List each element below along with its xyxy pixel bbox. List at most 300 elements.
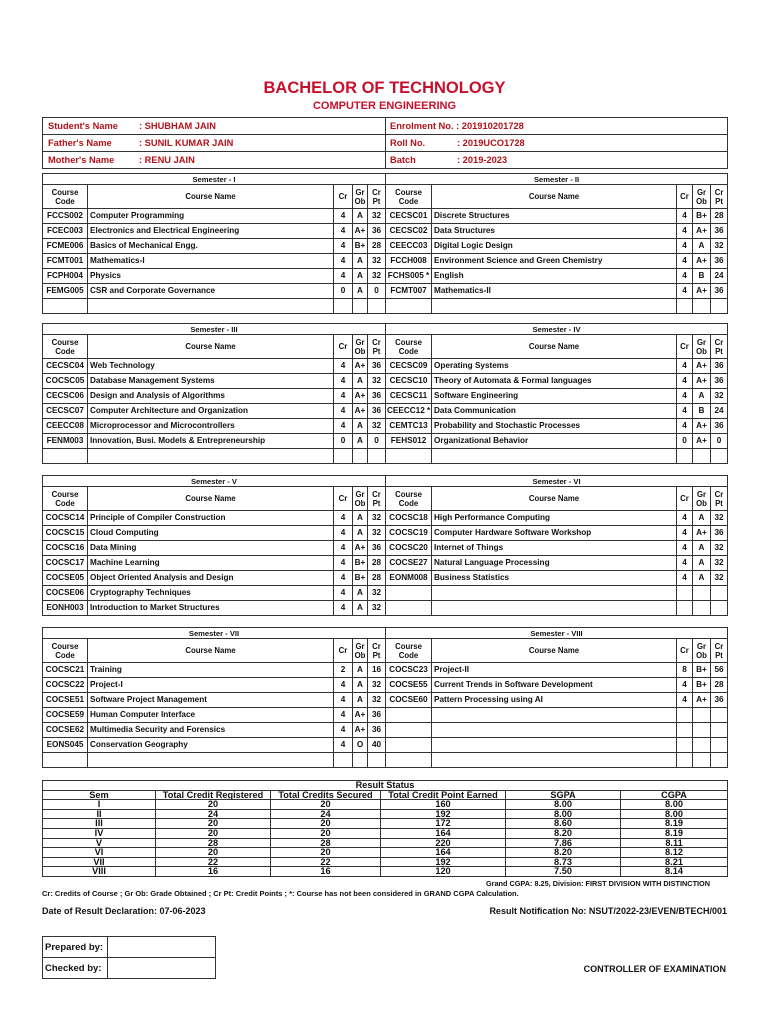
roll-number-cell: [386, 135, 728, 152]
credits-cell: 4: [334, 389, 353, 404]
column-header-pt: Cr Pt: [711, 487, 728, 511]
course-row: [43, 209, 728, 224]
column-header-cr: Cr: [334, 185, 353, 209]
result-row: [43, 828, 728, 838]
credits-cell: 4: [334, 693, 353, 708]
course-row: [43, 541, 728, 556]
info-row: [43, 135, 728, 152]
course-row: [43, 556, 728, 571]
result-column-header: Sem: [43, 790, 156, 800]
course-name-cell: Environment Science and Green Chemistry: [432, 254, 677, 269]
credits-cell: 4: [334, 678, 353, 693]
result-title-row: [43, 781, 728, 791]
credit-points-cell: 32: [711, 541, 728, 556]
semester-title: Semester - VIII: [386, 628, 728, 639]
credit-points-cell: 28: [711, 209, 728, 224]
course-row: [43, 254, 728, 269]
credit-points-cell: 32: [368, 419, 386, 434]
degree-title: BACHELOR OF TECHNOLOGY: [263, 79, 506, 97]
course-name-cell: Software Engineering: [432, 389, 677, 404]
student-name-label: Student's Name: [48, 121, 118, 131]
column-header-code: Course Code: [43, 639, 88, 663]
column-header-code: Course Code: [43, 185, 88, 209]
course-code-cell: [43, 449, 88, 464]
course-name-cell: [432, 601, 677, 616]
result-notification-number: Result Notification No: NSUT/2022-23/EVEN/BTECH/001: [489, 906, 727, 916]
grade-cell: A+: [353, 541, 368, 556]
credits-secured-cell: 20: [271, 828, 381, 838]
mother-name-cell: [43, 152, 386, 169]
course-code-cell: [43, 753, 88, 768]
grade-cell: B+: [693, 663, 711, 678]
batch-label: Batch: [390, 155, 416, 165]
course-name-cell: Basics of Mechanical Engg.: [88, 239, 334, 254]
column-header-cr: Cr: [334, 639, 353, 663]
grade-cell: [353, 753, 368, 768]
course-row: [43, 678, 728, 693]
info-row: [43, 152, 728, 169]
course-name-cell: High Performance Computing: [432, 511, 677, 526]
course-name-cell: [432, 738, 677, 753]
semester-table-body: [43, 209, 728, 314]
credits-cell: 4: [677, 526, 693, 541]
credit-points-cell: 24: [711, 269, 728, 284]
course-code-cell: [43, 299, 88, 314]
grade-cell: A: [693, 511, 711, 526]
grade-cell: O: [353, 738, 368, 753]
course-code-cell: CECSC06: [43, 389, 88, 404]
course-name-cell: [88, 299, 334, 314]
course-code-cell: COCSC18: [386, 511, 432, 526]
credits-secured-cell: 24: [271, 809, 381, 819]
sgpa-cell: 7.50: [506, 867, 621, 877]
sgpa-cell: 8.00: [506, 809, 621, 819]
credits-secured-cell: 20: [271, 848, 381, 858]
credit-points-earned-cell: 164: [381, 848, 506, 858]
cgpa-cell: 8.00: [621, 809, 728, 819]
column-header-gr: Gr Ob: [693, 185, 711, 209]
credit-points-cell: 32: [711, 556, 728, 571]
column-header-name: Course Name: [432, 639, 677, 663]
controller-of-examination: CONTROLLER OF EXAMINATION: [583, 964, 726, 974]
credit-points-cell: 36: [711, 693, 728, 708]
credits-cell: [677, 586, 693, 601]
semester-title-row: [43, 174, 728, 185]
credit-points-cell: 28: [711, 678, 728, 693]
course-name-cell: Human Computer Interface: [88, 708, 334, 723]
column-header-row: [43, 335, 728, 359]
grade-cell: A: [353, 601, 368, 616]
course-code-cell: COCSC17: [43, 556, 88, 571]
course-code-cell: [386, 738, 432, 753]
credits-cell: 4: [334, 708, 353, 723]
credits-registered-cell: 22: [156, 857, 271, 867]
grade-cell: [353, 449, 368, 464]
course-code-cell: COCSE27: [386, 556, 432, 571]
credit-points-cell: 36: [711, 284, 728, 299]
credits-cell: 0: [334, 284, 353, 299]
column-header-name: Course Name: [432, 335, 677, 359]
semester-cell: V: [43, 838, 156, 848]
result-status-table: [42, 780, 728, 877]
credits-cell: 4: [677, 511, 693, 526]
grade-cell: B+: [693, 678, 711, 693]
result-row: [43, 819, 728, 829]
credits-cell: 8: [677, 663, 693, 678]
column-header-gr: Gr Ob: [353, 335, 368, 359]
semester-title: Semester - II: [386, 174, 728, 185]
course-name-cell: Principle of Compiler Construction: [88, 511, 334, 526]
cgpa-cell: 8.19: [621, 828, 728, 838]
father-name-cell: [43, 135, 386, 152]
credits-secured-cell: 20: [271, 819, 381, 829]
grade-cell: A: [693, 389, 711, 404]
course-name-cell: [432, 753, 677, 768]
credits-cell: 4: [677, 419, 693, 434]
course-name-cell: English: [432, 269, 677, 284]
course-row: [43, 601, 728, 616]
roll-number-label: Roll No.: [390, 138, 426, 148]
semester-table-head: [43, 476, 728, 511]
course-name-cell: Current Trends in Software Development: [432, 678, 677, 693]
credits-secured-cell: 20: [271, 800, 381, 810]
credits-registered-cell: 28: [156, 838, 271, 848]
credit-points-cell: 56: [711, 663, 728, 678]
credit-points-cell: 16: [368, 663, 386, 678]
result-declaration-date: Date of Result Declaration: 07-06-2023: [42, 906, 206, 916]
course-name-cell: CSR and Corporate Governance: [88, 284, 334, 299]
credits-cell: 4: [677, 284, 693, 299]
credit-points-cell: [711, 723, 728, 738]
credit-points-cell: 32: [368, 374, 386, 389]
credit-points-cell: 32: [368, 209, 386, 224]
grade-cell: A: [353, 663, 368, 678]
credit-points-cell: 32: [368, 511, 386, 526]
course-row: [43, 511, 728, 526]
course-code-cell: CECSC01: [386, 209, 432, 224]
course-name-cell: Cloud Computing: [88, 526, 334, 541]
column-header-code: Course Code: [386, 185, 432, 209]
grade-cell: A+: [693, 374, 711, 389]
semester-table-head: [43, 628, 728, 663]
credits-cell: 4: [334, 556, 353, 571]
credits-cell: 0: [334, 434, 353, 449]
credits-cell: 4: [677, 239, 693, 254]
credits-cell: 4: [677, 678, 693, 693]
semester-title: Semester - IV: [386, 324, 728, 335]
credit-points-earned-cell: 160: [381, 800, 506, 810]
course-code-cell: CEECC12 *: [386, 404, 432, 419]
semester-table-5-6: [42, 475, 728, 616]
result-row: [43, 838, 728, 848]
credit-points-cell: [711, 708, 728, 723]
credits-cell: [677, 601, 693, 616]
course-code-cell: COCSC05: [43, 374, 88, 389]
course-name-cell: Web Technology: [88, 359, 334, 374]
column-header-pt: Cr Pt: [711, 185, 728, 209]
info-body: [43, 118, 728, 169]
enrolment-value: : 201910201728: [453, 121, 524, 131]
grade-cell: A+: [353, 389, 368, 404]
column-header-cr: Cr: [334, 487, 353, 511]
course-name-cell: Probability and Stochastic Processes: [432, 419, 677, 434]
course-row: [43, 663, 728, 678]
sgpa-cell: 8.20: [506, 828, 621, 838]
course-name-cell: Innovation, Busi. Models & Entrepreneurship: [88, 434, 334, 449]
column-header-name: Course Name: [88, 335, 334, 359]
credits-secured-cell: 22: [271, 857, 381, 867]
course-name-cell: Theory of Automata & Formal languages: [432, 374, 677, 389]
grade-cell: A: [693, 556, 711, 571]
credits-cell: 4: [677, 269, 693, 284]
credit-points-cell: 36: [368, 723, 386, 738]
column-header-pt: Cr Pt: [368, 185, 386, 209]
credits-registered-cell: 20: [156, 828, 271, 838]
credit-points-cell: 36: [711, 526, 728, 541]
credits-cell: 4: [334, 269, 353, 284]
grade-cell: B+: [353, 556, 368, 571]
course-code-cell: COCSE59: [43, 708, 88, 723]
grade-cell: B+: [353, 239, 368, 254]
course-name-cell: Internet of Things: [432, 541, 677, 556]
grade-cell: A: [693, 571, 711, 586]
course-name-cell: Database Management Systems: [88, 374, 334, 389]
course-code-cell: COCSE62: [43, 723, 88, 738]
prepared-by-label: Prepared by:: [43, 937, 108, 958]
column-header-pt: Cr Pt: [711, 639, 728, 663]
course-code-cell: FENM003: [43, 434, 88, 449]
course-name-cell: Microprocessor and Microcontrollers: [88, 419, 334, 434]
credit-points-earned-cell: 164: [381, 828, 506, 838]
course-row: [43, 434, 728, 449]
course-code-cell: COCSC16: [43, 541, 88, 556]
credit-points-cell: 32: [711, 239, 728, 254]
credits-cell: [677, 723, 693, 738]
credits-cell: 4: [677, 693, 693, 708]
credit-points-cell: 32: [711, 511, 728, 526]
grade-cell: A+: [693, 526, 711, 541]
credits-cell: 4: [677, 254, 693, 269]
credit-points-cell: [711, 601, 728, 616]
column-header-row: [43, 487, 728, 511]
sgpa-cell: 8.00: [506, 800, 621, 810]
checked-by-signature-field: [108, 958, 216, 979]
result-table-body: [43, 800, 728, 877]
course-code-cell: FCEC003: [43, 224, 88, 239]
credits-cell: 4: [334, 601, 353, 616]
grade-cell: A+: [693, 359, 711, 374]
course-name-cell: Software Project Management: [88, 693, 334, 708]
course-code-cell: COCSE60: [386, 693, 432, 708]
course-name-cell: Operating Systems: [432, 359, 677, 374]
course-row: [43, 299, 728, 314]
column-header-name: Course Name: [88, 487, 334, 511]
father-name-label: Father's Name: [48, 138, 112, 148]
signoff-box: [42, 936, 216, 979]
credit-points-cell: 32: [711, 571, 728, 586]
semester-table-body: [43, 511, 728, 616]
column-header-code: Course Code: [386, 487, 432, 511]
result-row: [43, 800, 728, 810]
cgpa-cell: 8.14: [621, 867, 728, 877]
column-header-code: Course Code: [386, 335, 432, 359]
credits-secured-cell: 16: [271, 867, 381, 877]
grade-cell: [693, 723, 711, 738]
semester-title: Semester - VI: [386, 476, 728, 487]
credit-points-cell: 28: [368, 571, 386, 586]
grade-cell: A+: [693, 693, 711, 708]
abbreviation-legend: Cr: Credits of Course ; Gr Ob: Grade Obtained ; Cr Pt: Credit Points ; *: Course has not been considered in GRAND CGPA Calculation.: [42, 889, 519, 898]
course-name-cell: Electronics and Electrical Engineering: [88, 224, 334, 239]
credits-cell: 4: [334, 359, 353, 374]
course-row: [43, 571, 728, 586]
credits-cell: 4: [677, 374, 693, 389]
credit-points-earned-cell: 192: [381, 857, 506, 867]
credits-cell: 4: [334, 723, 353, 738]
credit-points-earned-cell: 192: [381, 809, 506, 819]
grade-cell: A: [353, 693, 368, 708]
course-row: [43, 449, 728, 464]
credit-points-cell: [711, 738, 728, 753]
semester-title: Semester - I: [43, 174, 386, 185]
column-header-code: Course Code: [43, 487, 88, 511]
course-code-cell: COCSE06: [43, 586, 88, 601]
roll-number-value: : 2019UCO1728: [457, 138, 525, 148]
credits-cell: [677, 708, 693, 723]
column-header-gr: Gr Ob: [693, 335, 711, 359]
credits-registered-cell: 16: [156, 867, 271, 877]
course-name-cell: Conservation Geography: [88, 738, 334, 753]
credits-secured-cell: 28: [271, 838, 381, 848]
credit-points-cell: 0: [711, 434, 728, 449]
checked-by-row: [43, 958, 216, 979]
grade-cell: B+: [353, 571, 368, 586]
course-row: [43, 586, 728, 601]
credit-points-cell: [368, 753, 386, 768]
result-header-row: [43, 790, 728, 800]
credits-cell: 4: [334, 374, 353, 389]
prepared-by-signature-field: [108, 937, 216, 958]
credits-cell: 4: [334, 419, 353, 434]
credits-cell: 4: [334, 738, 353, 753]
course-code-cell: FEHS012: [386, 434, 432, 449]
signoff-body: [43, 937, 216, 979]
course-name-cell: Mathematics-I: [88, 254, 334, 269]
cgpa-cell: 8.21: [621, 857, 728, 867]
course-code-cell: COCSC21: [43, 663, 88, 678]
credit-points-cell: [711, 449, 728, 464]
grade-cell: A+: [693, 254, 711, 269]
course-code-cell: COCSC23: [386, 663, 432, 678]
column-header-cr: Cr: [334, 335, 353, 359]
credit-points-cell: [368, 449, 386, 464]
credit-points-cell: [711, 586, 728, 601]
semester-cell: IV: [43, 828, 156, 838]
enrolment-cell: [386, 118, 728, 135]
course-code-cell: FEMG005: [43, 284, 88, 299]
mother-name-value: : RENU JAIN: [139, 155, 195, 165]
semester-table-1-2: [42, 173, 728, 314]
column-header-name: Course Name: [88, 639, 334, 663]
cgpa-cell: 8.00: [621, 800, 728, 810]
column-header-cr: Cr: [677, 335, 693, 359]
credits-registered-cell: 20: [156, 800, 271, 810]
result-table-head: [43, 781, 728, 800]
course-row: [43, 753, 728, 768]
course-code-cell: COCSE05: [43, 571, 88, 586]
grade-cell: A: [353, 511, 368, 526]
credits-cell: [677, 449, 693, 464]
course-name-cell: Data Communication: [432, 404, 677, 419]
result-column-header: Total Credit Registered: [156, 790, 271, 800]
course-row: [43, 693, 728, 708]
student-name-value: : SHUBHAM JAIN: [139, 121, 216, 131]
grade-cell: B: [693, 269, 711, 284]
credit-points-cell: [711, 299, 728, 314]
column-header-pt: Cr Pt: [368, 335, 386, 359]
credits-cell: 4: [334, 541, 353, 556]
column-header-gr: Gr Ob: [693, 639, 711, 663]
course-code-cell: [386, 601, 432, 616]
course-row: [43, 284, 728, 299]
credit-points-cell: 36: [368, 708, 386, 723]
column-header-cr: Cr: [677, 639, 693, 663]
course-code-cell: [386, 753, 432, 768]
semester-cell: VII: [43, 857, 156, 867]
course-code-cell: FCCH008: [386, 254, 432, 269]
course-row: [43, 723, 728, 738]
course-code-cell: FCCS002: [43, 209, 88, 224]
semester-cell: I: [43, 800, 156, 810]
grade-cell: B: [693, 404, 711, 419]
column-header-code: Course Code: [43, 335, 88, 359]
course-code-cell: FCMT001: [43, 254, 88, 269]
result-row: [43, 848, 728, 858]
result-row: [43, 857, 728, 867]
course-code-cell: CEECC03: [386, 239, 432, 254]
credit-points-cell: 28: [368, 556, 386, 571]
cgpa-cell: 8.12: [621, 848, 728, 858]
course-code-cell: COCSE55: [386, 678, 432, 693]
result-column-header: Total Credits Secured: [271, 790, 381, 800]
credit-points-cell: 0: [368, 434, 386, 449]
course-code-cell: CECSC11: [386, 389, 432, 404]
grade-cell: A+: [693, 419, 711, 434]
course-name-cell: Object Oriented Analysis and Design: [88, 571, 334, 586]
credits-cell: [334, 299, 353, 314]
credit-points-cell: [711, 753, 728, 768]
grade-cell: [693, 299, 711, 314]
course-code-cell: FCHS005 *: [386, 269, 432, 284]
mother-name-label: Mother's Name: [48, 155, 115, 165]
course-name-cell: [432, 586, 677, 601]
batch-cell: [386, 152, 728, 169]
result-column-header: Total Credit Point Earned: [381, 790, 506, 800]
semester-table-head: [43, 324, 728, 359]
grade-cell: A: [693, 239, 711, 254]
course-name-cell: Introduction to Market Structures: [88, 601, 334, 616]
course-code-cell: CECSC07: [43, 404, 88, 419]
grade-cell: [693, 586, 711, 601]
grade-cell: A: [353, 209, 368, 224]
credits-registered-cell: 20: [156, 819, 271, 829]
credits-cell: 4: [334, 571, 353, 586]
course-name-cell: [432, 299, 677, 314]
sgpa-cell: 8.73: [506, 857, 621, 867]
course-name-cell: Project-II: [432, 663, 677, 678]
grand-cgpa-line: Grand CGPA: 8.25, Division: FIRST DIVISION WITH DISTINCTION: [485, 879, 710, 888]
grade-cell: A: [353, 678, 368, 693]
